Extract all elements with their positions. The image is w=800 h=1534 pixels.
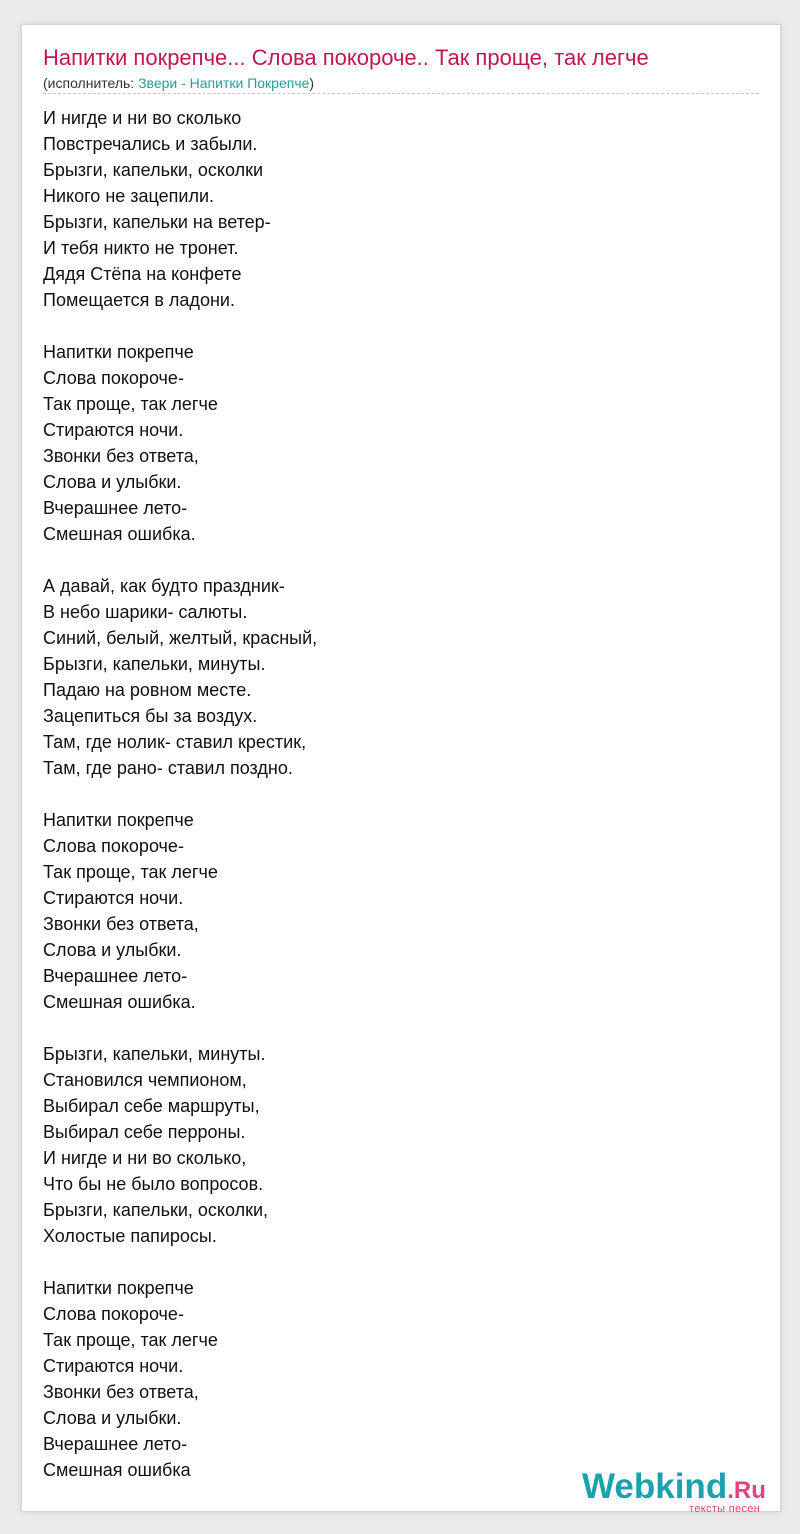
lyric-line: Звонки без ответа, (43, 1382, 199, 1402)
lyric-line: Смешная ошибка. (43, 524, 196, 544)
lyric-line: Зацепиться бы за воздух. (43, 706, 258, 726)
lyrics-card (21, 24, 781, 1515)
lyric-line: А давай, как будто праздник- (43, 576, 285, 596)
lyric-line: Слова и улыбки. (43, 472, 182, 492)
lyrics-stanza (43, 339, 317, 547)
logo-tagline: тексты песен (689, 1503, 760, 1515)
lyric-line: Холостые папиросы. (43, 1226, 217, 1246)
lyric-line: Напитки покрепче (43, 1278, 194, 1298)
page-title: Напитки покрепче... Слова покороче.. Так проще, так легче (43, 45, 649, 70)
lyric-line: Брызги, капельки на ветер- (43, 212, 271, 232)
lyrics-stanza (43, 1275, 317, 1483)
lyric-line: Дядя Стёпа на конфете (43, 264, 242, 284)
artist-line (43, 74, 314, 92)
lyrics-stanza (43, 807, 317, 1015)
lyric-line: Так проще, так легче (43, 1330, 218, 1350)
lyric-line: Слова покороче- (43, 836, 184, 856)
lyric-line: Смешная ошибка (43, 1460, 191, 1480)
lyric-line: Становился чемпионом, (43, 1070, 247, 1090)
lyric-line: Брызги, капельки, осколки, (43, 1200, 269, 1220)
lyric-line: Стираются ночи. (43, 1356, 184, 1376)
webkind-logo[interactable] (582, 1467, 774, 1515)
divider (43, 93, 759, 94)
lyric-line: Выбирал себе перроны. (43, 1122, 246, 1142)
lyric-line: Слова и улыбки. (43, 940, 182, 960)
lyrics-stanza (43, 105, 317, 313)
lyric-line: И нигде и ни во сколько (43, 108, 242, 128)
lyric-line: Там, где нолик- ставил крестик, (43, 732, 307, 752)
lyric-line: Вчерашнее лето- (43, 966, 188, 986)
lyric-line: Выбирал себе маршруты, (43, 1096, 260, 1116)
logo-main-text: Webkind (582, 1467, 728, 1506)
lyric-line: Вчерашнее лето- (43, 498, 188, 518)
lyric-line: Что бы не было вопросов. (43, 1174, 264, 1194)
lyric-line: Вчерашнее лето- (43, 1434, 188, 1454)
lyrics-stanza (43, 1041, 317, 1249)
lyric-line: Смешная ошибка. (43, 992, 196, 1012)
lyric-line: Так проще, так легче (43, 394, 218, 414)
artist-suffix: ) (309, 75, 315, 91)
lyric-line: Синий, белый, желтый, красный, (43, 628, 318, 648)
lyric-line: Брызги, капельки, минуты. (43, 654, 266, 674)
artist-prefix: (исполнитель: (43, 75, 139, 91)
lyric-line: И тебя никто не тронет. (43, 238, 239, 258)
lyric-line: Напитки покрепче (43, 342, 194, 362)
artist-link[interactable]: Звери - Напитки Покрепче (138, 75, 310, 91)
lyric-line: Звонки без ответа, (43, 914, 199, 934)
lyric-line: Стираются ночи. (43, 888, 184, 908)
lyric-line: Падаю на ровном месте. (43, 680, 252, 700)
lyric-line: И нигде и ни во сколько, (43, 1148, 247, 1168)
lyric-line: Брызги, капельки, минуты. (43, 1044, 266, 1064)
lyric-line: Стираются ночи. (43, 420, 184, 440)
lyric-line: Повстречались и забыли. (43, 134, 258, 154)
lyrics-stanza (43, 573, 317, 781)
lyric-line: Звонки без ответа, (43, 446, 199, 466)
lyric-line: Напитки покрепче (43, 810, 194, 830)
lyric-line: Помещается в ладони. (43, 290, 235, 310)
lyric-line: В небо шарики- салюты. (43, 602, 248, 622)
lyric-line: Никого не зацепили. (43, 186, 215, 206)
lyric-line: Там, где рано- ставил поздно. (43, 758, 293, 778)
lyric-line: Слова покороче- (43, 368, 184, 388)
lyrics-body (43, 105, 317, 1483)
lyric-line: Слова и улыбки. (43, 1408, 182, 1428)
lyric-line: Слова покороче- (43, 1304, 184, 1324)
lyric-line: Так проще, так легче (43, 862, 218, 882)
logo-tld: .Ru (727, 1477, 766, 1504)
lyric-line: Брызги, капельки, осколки (43, 160, 264, 180)
